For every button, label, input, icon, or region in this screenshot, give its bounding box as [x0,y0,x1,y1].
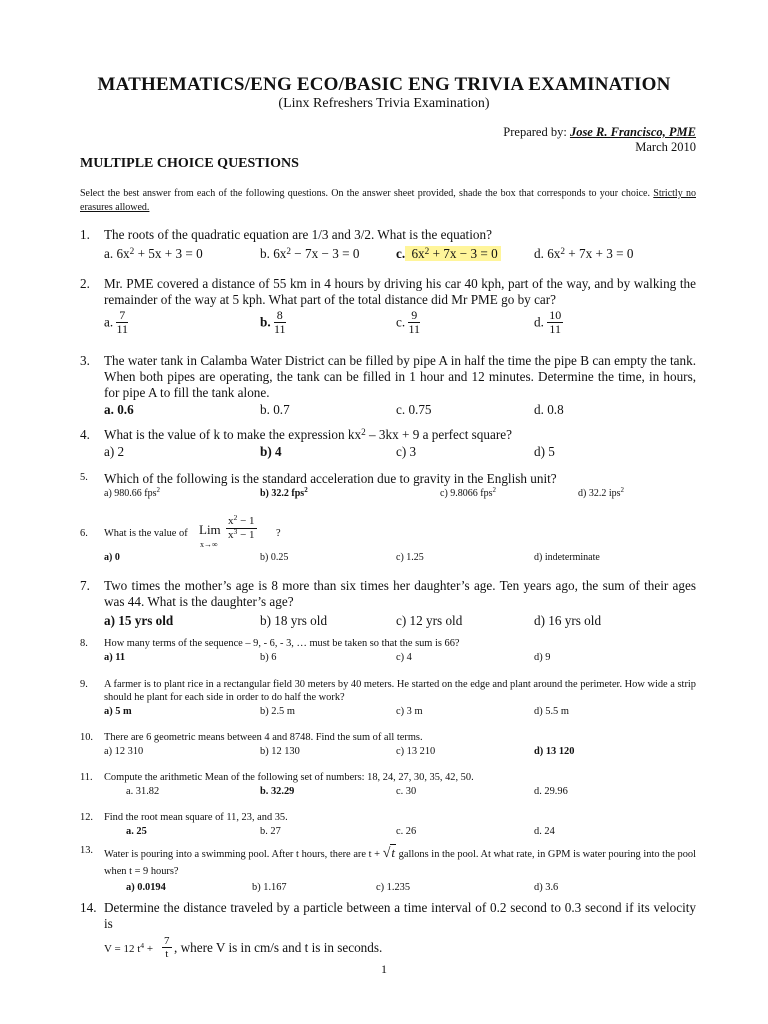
question-11 [80,771,696,799]
limit-subscript: x→∞ [200,540,218,549]
sqrt-symbol: √ [382,846,391,861]
option-a[interactable]: a. $\frac{7}{11}$ [104,308,129,336]
option-b[interactable]: b) 4 [260,444,282,459]
question-number: 1. [80,227,90,242]
option-c[interactable]: c) 1.235 [376,882,411,893]
question-10 [80,731,696,759]
question-12 [80,811,696,839]
option-c[interactable]: c) 4 [396,652,412,663]
option-d[interactable]: d) 5.5 m [534,706,569,717]
option-d[interactable]: d) indeterminate [534,552,600,563]
option-a[interactable]: a) 0 [104,552,120,563]
options [80,488,696,503]
option-b[interactable]: b) 6 [260,652,277,663]
question-stem: Mr. PME covered a distance of 55 km in 4 hours by driving his car 40 kph, part of the way, and by walking the remainder of the way at 5 kph. What part of the total distance did Mr PME go by car? [104,276,696,307]
question-number: 4. [80,427,90,442]
option-a[interactable]: a. 25 [126,826,147,837]
option-a[interactable]: a) 12 310 [104,746,144,757]
option-d[interactable]: d. 29.96 [534,786,568,797]
question-stem: A farmer is to plant rice in a rectangular field 30 meters by 40 meters. He started on the edge and plant around the perimeter. How wide a strip should he plant for each side in order to do half the work? [104,679,696,703]
option-d[interactable]: d. 0.8 [534,402,564,417]
question-stem: There are 6 geometric means between 4 and 8748. Find the sum of all terms. [104,732,423,743]
option-c[interactable]: c. 30 [396,786,417,797]
option-c[interactable]: c) 3 m [396,706,423,717]
option-a[interactable]: a) 15 yrs old [104,613,174,628]
option-b[interactable]: b) 1.167 [252,882,287,893]
option-c[interactable]: c) 13 210 [396,746,436,757]
option-a[interactable]: a. 31.82 [126,786,160,797]
instructions-text: Select the best answer from each of the following questions. On the answer sheet provided, shade the box that corresponds to your choice. [80,188,654,199]
options [80,881,696,895]
instructions-warning: Strictly no erasures allowed. [80,188,696,213]
question-1 [80,227,696,264]
question-number: 11. [80,772,93,783]
option-d[interactable]: d. 24 [534,826,555,837]
exam-title: MATHEMATICS/ENG ECO/BASIC ENG TRIVIA EXAMINATION [97,74,671,95]
options [80,825,696,839]
question-number: 8. [80,638,88,649]
velocity-equation: V = 12 $t^4$ + $\frac{7}{t}$ , where V is in cm/s and t is in seconds. [104,935,383,960]
options [80,745,696,759]
option-b[interactable]: b) 12 130 [260,746,300,757]
option-b[interactable]: b) 0.25 [260,552,289,563]
option-a[interactable]: a. 0.6 [104,402,134,417]
question-stem: Find the root mean square of 11, 23, and 35. [104,812,288,823]
options [80,705,696,719]
question-stem: The water tank in Calamba Water District can be filled by pipe A in half the time the pipe B can empty the tank. When both pipes are operating, the tank can be filled in 1 hour and 12 minutes. Determine the time, in hours, for pipe A to fill the tank alone. [104,353,696,400]
option-c[interactable]: c. 0.75 [396,402,432,417]
question-stem: Which of the following is the standard acceleration due to gravity in the English unit? [104,471,557,486]
exam-subtitle: (Linx Refreshers Trivia Examination) [278,96,490,111]
option-d[interactable]: d) 3.6 [534,882,559,893]
option-d[interactable]: d) 9 [534,652,551,663]
option-c[interactable]: c. $\frac{9}{11}$ [396,308,421,336]
question-stem: How many terms of the sequence – 9, - 6, - 3, … must be taken so that the sum is 66? [104,638,460,649]
highlighted-answer: $6x^2 + 7x - 3 = 0$ [405,246,501,261]
option-b[interactable]: b) 32.2 fps$^2$ [260,486,308,499]
question-number: 9. [80,679,88,690]
question-number: 6. [80,528,88,539]
options [80,552,696,567]
question-stem: What is the value of k to make the expression $kx^2 - 3kx + 9$ a perfect square? [104,427,512,442]
option-b[interactable]: b. 27 [260,826,281,837]
question-stem: Compute the arithmetic Mean of the following set of numbers: 18, 24, 27, 30, 35, 42, 50. [104,772,474,783]
question-stem: What is the value of Lim x→∞ $\frac{x^2 - 1}{x^3 - 1}$ ? [104,513,281,549]
page-number: 1 [381,962,387,976]
question-number: 3. [80,353,90,368]
question-number: 14. [80,900,97,915]
limit-fraction: $\frac{x^2 - 1}{x^3 - 1}$ [228,513,255,541]
option-c[interactable]: c) 1.25 [396,552,424,563]
options [80,402,696,420]
question-stem: Water is pouring into a swimming pool. After t hours, there are t + √t gallons in the pool. At what rate, in GPM is water pouring into the pool when t = 9 hours? [104,845,696,877]
question-number: 2. [80,276,90,291]
option-b[interactable]: b. $6x^2 - 7x - 3 = 0$ [260,246,360,261]
option-b[interactable]: b. 32.29 [260,786,295,797]
limit-symbol: Lim [199,522,221,537]
question-stem: Two times the mother’s age is 8 more than six times her daughter’s age. Ten years ago, the sum of their ages was 44. What is the daughter’s age? [104,578,696,609]
question-number: 12. [80,812,93,823]
question-number: 5. [80,472,88,483]
option-b[interactable]: b. 0.7 [260,402,290,417]
prepared-by-block [503,125,696,155]
options [80,309,696,339]
question-number: 13. [80,845,93,856]
option-d[interactable]: d. $6x^2 + 7x + 3 = 0$ [534,246,634,261]
option-d[interactable]: d) 13 120 [534,746,575,757]
question-number: 7. [80,578,90,593]
option-d[interactable]: d) 5 [534,444,555,459]
option-a[interactable]: a) 5 m [104,706,132,717]
option-c[interactable]: c) 3 [396,444,417,459]
question-7 [80,578,696,631]
option-b[interactable]: b) 18 yrs old [260,613,328,628]
option-a[interactable]: a) 0.0194 [126,882,166,893]
option-c[interactable]: c. 26 [396,826,417,837]
question-stem: Determine the distance traveled by a particle between a time interval of 0.2 second to 0.3 second if its velocity is [104,900,696,931]
question-3 [80,353,696,420]
question-stem: The roots of the quadratic equation are 1/3 and 3/2. What is the equation? [104,227,492,242]
question-5 [80,471,696,503]
option-a[interactable]: a) 11 [104,652,126,663]
author-name: Jose R. Francisco, PME [569,125,696,139]
prepared-label: Prepared by: [503,125,570,139]
options [80,613,696,631]
question-9 [80,678,696,719]
option-a[interactable]: a) 2 [104,444,125,459]
instructions [80,187,696,215]
option-c[interactable]: c. $6x^2 + 7x - 3 = 0$ [396,246,501,262]
options [80,246,696,264]
option-b[interactable]: b) 2.5 m [260,706,295,717]
option-d[interactable]: d) 16 yrs old [534,613,602,628]
option-b[interactable]: b. $\frac{8}{11}$ [260,308,286,336]
option-d[interactable]: d. $\frac{10}{11}$ [534,308,562,336]
option-c[interactable]: c) 12 yrs old [396,613,463,628]
question-4 [80,427,696,462]
options [80,651,696,665]
question-14 [80,900,696,961]
question-13 [80,844,696,895]
section-title: MULTIPLE CHOICE QUESTIONS [80,156,299,171]
options [80,785,696,799]
option-a[interactable]: a) 980.66 fps$^2$ [104,486,160,499]
question-8 [80,637,696,665]
exam-date: March 2010 [635,140,696,154]
question-2 [80,276,696,339]
option-c[interactable]: c) 9.8066 fps$^2$ [440,486,496,499]
question-number: 10. [80,732,93,743]
option-d[interactable]: d) 32.2 ips$^2$ [578,486,624,499]
options [80,444,696,462]
option-a[interactable]: a. $6x^2 + 5x + 3 = 0$ [104,246,203,261]
question-6 [80,514,696,567]
